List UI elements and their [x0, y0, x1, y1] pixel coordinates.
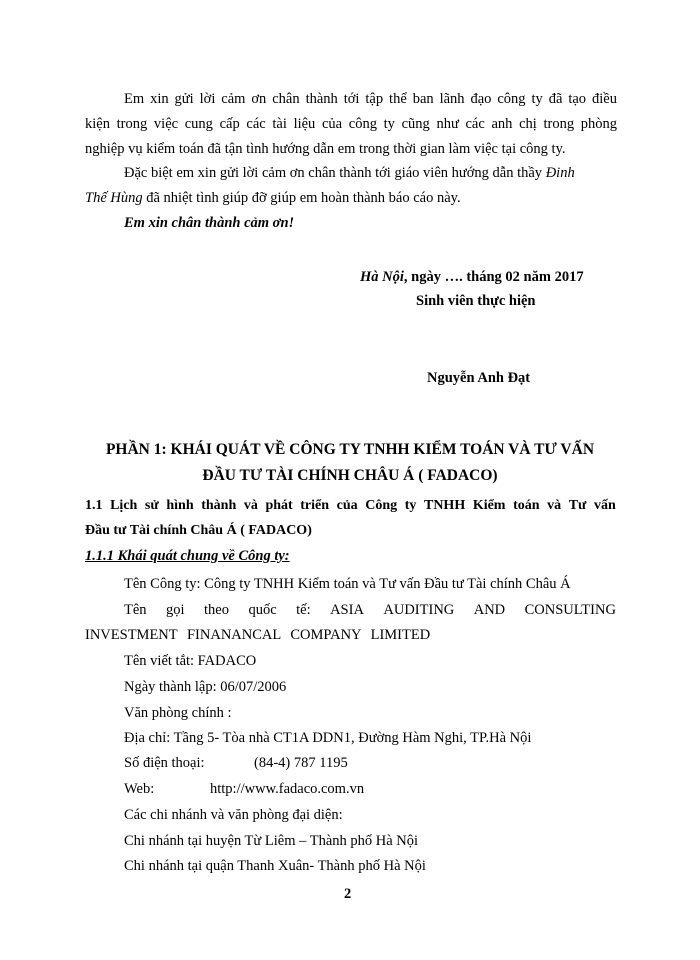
section-1-1-title-line-1: 1.1 Lịch sử hình thành và phát triển của Công ty TNHH Kiểm toán và Tư vấn — [85, 498, 616, 513]
company-head-office: Văn phòng chính : — [124, 705, 232, 721]
ack-paragraph-1-line-3: nghiệp vụ kiểm toán đã tận tình hướng dẫn em trong thời gian làm việc tại công ty. — [85, 141, 566, 157]
signature-date-text: , ngày …. tháng 02 năm 2017 — [403, 269, 584, 285]
company-address: Địa chỉ: Tầng 5- Tòa nhà CT1A DDN1, Đường Hàm Nghi, TP.Hà Nội — [124, 730, 532, 746]
ack-paragraph-2-line-1 — [124, 164, 575, 182]
thanks-line: Em xin chân thành cảm ơn! — [124, 215, 295, 231]
company-intl-name-line-1: Tên gọi theo quốc tế: ASIA AUDITING AND CONSULTING — [124, 602, 616, 618]
company-branch-2: Chi nhánh tại quận Thanh Xuân- Thành phố Hà Nội — [124, 858, 426, 874]
signature-role: Sinh viên thực hiện — [416, 293, 536, 309]
company-founded-date: Ngày thành lập: 06/07/2006 — [124, 679, 287, 695]
section-1-1-1-title: 1.1.1 Khái quát chung về Công ty: — [85, 548, 290, 564]
company-web-value: http://www.fadaco.com.vn — [210, 781, 365, 797]
section-1-1-title-line-2: Đầu tư Tài chính Châu Á ( FADACO) — [85, 523, 312, 538]
company-name: Tên Công ty: Công ty TNHH Kiểm toán và Tư vấn Đầu tư Tài chính Châu Á — [124, 576, 571, 592]
ack-p2-text: Đặc biệt em xin gửi lời cảm ơn chân thành tới giáo viên hướng dẫn thầy — [124, 165, 543, 181]
ack-paragraph-1-line-1: Em xin gửi lời cảm ơn chân thành tới tập thể ban lãnh đạo công ty đã tạo điều — [124, 91, 617, 107]
part1-title-line-1: PHẦN 1: KHÁI QUÁT VỀ CÔNG TY TNHH KIỂM TOÁN VÀ TƯ VẤN — [105, 441, 595, 458]
signature-date — [360, 268, 584, 286]
teacher-name-part-2: Thế Hùng — [85, 190, 143, 206]
teacher-name-part-1: Đinh — [545, 165, 575, 181]
company-phone-value: (84-4) 787 1195 — [254, 755, 348, 771]
signature-name: Nguyễn Anh Đạt — [427, 370, 531, 386]
ack-paragraph-2-line-2 — [85, 189, 461, 207]
company-intl-name-line-2: INVESTMENT FINANANCAL COMPANY LIMITED — [85, 627, 431, 643]
page-number: 2 — [344, 886, 352, 902]
company-phone-label: Số điện thoại: — [124, 755, 205, 771]
company-branches-heading: Các chi nhánh và văn phòng đại diện: — [124, 807, 343, 823]
company-web-label: Web: — [124, 781, 155, 797]
ack-paragraph-1-line-2: kiện trong việc cung cấp các tài liệu của công ty cũng như các anh chị trong phòng — [85, 116, 617, 132]
signature-place: Hà Nội — [360, 269, 404, 285]
company-branch-1: Chi nhánh tại huyện Từ Liêm – Thành phố Hà Nội — [124, 833, 419, 849]
company-abbreviation: Tên viết tắt: FADACO — [124, 653, 257, 669]
part1-title-line-2: ĐẦU TƯ TÀI CHÍNH CHÂU Á ( FADACO) — [202, 467, 498, 484]
ack-p2-text-end: đã nhiệt tình giúp đỡ giúp em hoàn thành báo cáo này. — [146, 190, 461, 206]
